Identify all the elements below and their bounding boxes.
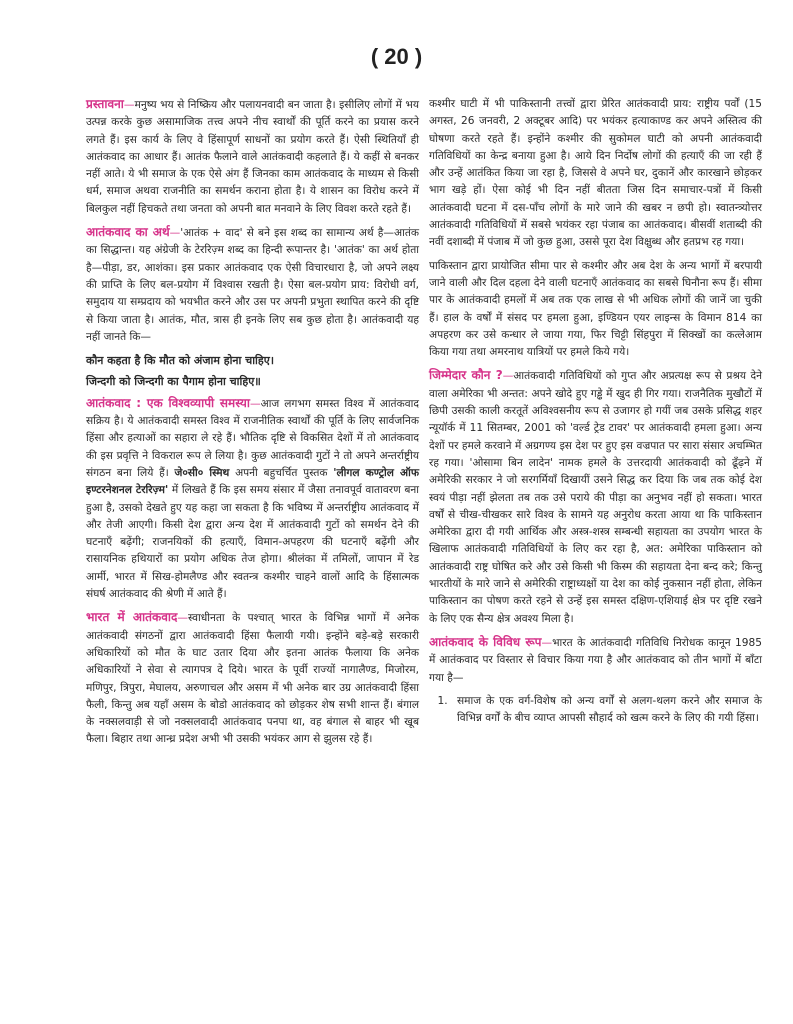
book-title: 'लीगल कण्ट्रोल ऑफ इण्टरनेशनल टेररिज़्म' <box>86 466 420 497</box>
paragraph-text: में लिखते हैं कि इस समय संसार में जैसा तनावपूर्व वातावरण बना हुआ है, उसको देखते हुए यह कहा जा सकता है कि भविष्य में अन्तर्राष्ट्रीय आतंकवाद में और तेजी आएगी। किसी देश द्वारा अन्य देश में आतंकवादी गुटों को समर्थन देने की घटनाएँ बढ़ेंगी; राजनयिकों की हत्याएँ, विमान-अपहरण की घटनाएँ बढ़ेंगी और रासायनिक हथियारों का प्रयोग अधिक तेज होगा। श्रीलंका में तमिलों, जापान में रेड आर्मी, भारत में सिख-होमलैण्ड और स्वतन्त्र कश्मीर चाहने वालों आदि के हिंसात्मक संघर्ष आतंकवाद की श्रेणी में आते हैं। <box>86 484 420 601</box>
paragraph-text: 'आतंक + वाद' से बने इस शब्द का सामान्य अर्थ है—आतंक का सिद्धान्त। यह अंग्रेजी के टेररिज़्म शब्द का हिन्दी रूपान्तर है। 'आतंक' का अर्थ होता है—पीड़ा, डर, आशंका। इस प्रकार आतंकवाद एक ऐसी विचारधारा है, जो अपने लक्ष्य की प्राप्ति के लिए बल-प्रयोग में विश्वास रखती है। ऐसा बल-प्रयोग प्राय: विरोधी वर्ग, समुदाय या सम्प्रदाय को भयभीत करने और उस पर अपनी प्रभुता स्थापित करने की दृष्टि से किया जाता है। आतंक, मौत, त्रास ही इनके लिए सब कुछ होता है। आतंकवादी यह नहीं जानते कि— <box>86 227 419 343</box>
heading-global-problem: आतंकवाद : एक विश्वव्यापी समस्या <box>86 395 250 410</box>
page-number: ( 20 ) <box>370 44 423 69</box>
dash: — <box>502 370 514 383</box>
dash: — <box>249 397 261 410</box>
paragraph-text: कश्मीर घाटी में भी पाकिस्तानी तत्त्वों द्वारा प्रेरित आतंकवादी प्राय: राष्ट्रीय पर्वों (15 अगस्त, 26 जनवरी, 2 अक्टूबर आदि) पर भयंकर हत्याकाण्ड कर अपने अस्तित्व की घोषणा करते रहते हैं। इन्होंने कश्मीर की सुकोमल घाटी को अपनी आतंकवादी गतिविधियों का केन्द्र बनाया हुआ है। आये दिन निर्दोष लोगों की हत्याएँ की जा रही हैं और उन्हें आतंकित किया जा रहा है, जिससे वे अपने घर, दुकानें और कारखाने छोड़कर भाग खड़े हों। ऐसा कोई भी दिन नहीं बीतता जिस दिन समाचार-पत्रों में किसी आतंकवादी घटना में दस-पाँच लोगों के मारे जाने की खबर न छपी हो। स्वातन्त्र्योत्तर आतंकवादी गतिविधियों में सबसे भयंकर रहा पंजाब का आतंकवाद। बीसवीं शताब्दी की नवीं दशाब्दी में पंजाब में जो कुछ हुआ, उससे पूरा देश विक्षुब्ध और हतप्रभ रह गया। <box>429 98 762 249</box>
right-column <box>429 96 762 727</box>
dash: — <box>169 227 181 240</box>
paragraph-terrorism-in-india <box>86 609 419 748</box>
heading-various-forms: आतंकवाद के विविध रूप <box>429 634 542 649</box>
heading-terrorism-in-india: भारत में आतंकवाद <box>86 610 178 625</box>
paragraph-text: पाकिस्तान द्वारा प्रायोजित सीमा पार से कश्मीर और अब देश के अन्य भागों में बरपायी जाने वाली और दिल दहला देने वाली घटनाएँ आतंकवाद का सबसे घिनौना रूप हैं। सीमा पार के आतंकवादी हमलों में अब तक एक लाख से भी अधिक लोगों की जानें जा चुकी हैं। हाल के वर्षों में संसद पर हमला हुआ, इण्डियन एयर लाइन्स के विमान 814 का अपहरण कर उसे कन्धार ले जाया गया, फिर चिट्टी सिंहपुरा में सिक्खों का कत्लेआम किया गया तथा अमरनाथ यात्रियों पर हमले किये गये। <box>429 259 762 359</box>
forms-list <box>429 693 762 728</box>
paragraph-text: आतंकवादी गतिविधियों को गुप्त और अप्रत्यक्ष रूप से प्रश्रय देने वाला अमेरिका भी अन्तत: अपने खोदे हुए गड्ढे में खुद ही गिर गया। राजनैतिक मुखौटों में छिपी उसकी काली करतूतें अविश्वसनीय रूप से उजागर हो गयीं जब उसके प्रसिद्ध शहर न्यूयॉर्क में 11 सितम्बर, 2001 को 'वर्ल्ड ट्रेड टावर' पर आतंकवादी हमला हुआ। अन्य देशों पर हमले करवाने में अग्रगण्य इस देश पर हुए इस वज्रपात पर सारा संसार अचम्भित रह गया। 'ओसामा बिन लादेन' नामक हमले के उत्तरदायी आतंकवादी को ढूँढ़ने में अमेरिकी सरकार ने जो सरगर्मियाँ दिखायीं उसने सिद्ध कर दिया कि जब तक कोई देश स्वयं पीड़ा नहीं झेलता तब तक उसे पराये की पीड़ा का अनुभव नहीं हो सकता। भारत वर्षों से चीख-चीखकर सारे विश्व के सामने यह अनुरोध करता आया था कि पाकिस्तान अमेरिका द्वारा दी गयी आर्थिक और अस्त्र-शस्त्र सम्बन्धी सहायता का उपयोग भारत के खिलाफ आतंकवादी गतिविधियों के लिए कर रहा है, अत: अमेरिका पाकिस्तान को आतंकवादी राष्ट्र घोषित करे और उसे किसी भी किस्म की सहायता देना बन्द करे; किन्तु भारतीयों के मारे जाने से अमेरिकी राष्ट्राध्यक्षों या देश का कोई नुकसान नहीं होता, लेकिन पाकिस्तान का पोषण करते रहने से उन्हें इस समस्त दक्षिण-एशियाई क्षेत्र पर दृष्टि रखने के लिए एक सैन्य क्षेत्र अवश्य मिला है। <box>429 370 762 625</box>
dash: — <box>541 636 553 649</box>
list-item: 1. समाज के एक वर्ग-विशेष को अन्य वर्गों से अलग-थलग करने और समाज के विभिन्न वर्गों के बीच व्याप्त आपसी सौहार्द को खत्म करने के लिए की गयी हिंसा। <box>451 693 762 728</box>
paragraph-meaning <box>86 224 419 346</box>
paragraph-text: अपनी बहुचर्चित पुस्तक <box>235 466 328 479</box>
left-column <box>86 96 419 755</box>
paragraph-who-responsible <box>429 367 762 627</box>
verse-line: जिन्दगी को जिन्दगी का पैगाम होना चाहिए॥ <box>86 375 261 389</box>
paragraph-cross-border <box>429 258 762 362</box>
paragraph-introduction <box>86 96 419 218</box>
paragraph-kashmir <box>429 96 762 252</box>
paragraph-text: मनुष्य भय से निष्क्रिय और पलायनवादी बन जाता है। इसीलिए लोगों में भय उत्पन्न करके कुछ असामाजिक तत्त्व अपने नीच स्वार्थों की पूर्ति करने का प्रयास करने लगते हैं। इस कार्य के लिए वे हिंसापूर्ण साधनों का प्रयोग करते हैं। ऐसी स्थितियाँ ही आतंकवाद का आधार हैं। आतंक फैलाने वाले आतंकवादी कहलाते हैं। ये कहीं से बनकर नहीं आते। ये भी समाज के एक ऐसे अंग हैं जिनका काम आतंकवाद के माध्यम से किसी धर्म, समाज अथवा राजनीति का समर्थन कराना होता है। ये शासन का विरोध करने में बिलकुल नहीं हिचकते तथा जनता को अपनी बात मनवाने के लिए विवश करते रहते हैं। <box>86 99 419 215</box>
author-name: जे०सी० स्मिथ <box>174 466 230 479</box>
heading-meaning: आतंकवाद का अर्थ <box>86 225 170 240</box>
paragraph-various-forms <box>429 634 762 687</box>
dash: — <box>123 99 135 111</box>
paragraph-text: भारत के आतंकवादी गतिविधि निरोधक कानून 1985 में आतंकवाद पर विस्तार से विचार किया गया है और आतंकवाद को तीन भागों में बाँटा गया है— <box>429 636 762 684</box>
verse-line: कौन कहता है कि मौत को अंजाम होना चाहिए। <box>86 354 274 368</box>
heading-who-responsible: जिम्मेदार कौन ? <box>429 368 503 383</box>
paragraph-text: आज लगभग समस्त विश्व में आतंकवाद सक्रिय है। ये आतंकवादी समस्त विश्व में राजनीतिक स्वार्थों की पूर्ति के लिए सार्वजनिक हिंसा और हत्याओं का सहारा ले रहे हैं। भौतिक दृष्टि से विकसित देशों में तो आतंकवाद की इस प्रवृत्ति ने विकराल रूप ले लिया है। कुछ आतंकवादी गुटों ने तो अपने अन्तर्राष्ट्रीय संगठन बना लिये हैं। <box>86 397 419 479</box>
paragraph-global-problem <box>86 395 419 604</box>
paragraph-text: स्वाधीनता के पश्चात् भारत के विभिन्न भागों में अनेक आतंकवादी संगठनों द्वारा आतंकवादी हिंसा फैलायी गयी। इन्होंने बड़े-बड़े सरकारी अधिकारियों को मौत के घाट उतार दिया और इतना आतंक फैलाया कि अनेक अधिकारियों ने सेवा से त्यागपत्र दे दिये। भारत के पूर्वी राज्यों नागालैण्ड, मिजोरम, मणिपुर, त्रिपुरा, मेघालय, अरुणाचल और असम में भी अनेक बार उग्र आतंकवादी हिंसा फैली, किन्तु अब यहाँ असम के बोडो आतंकवाद को छोड़कर शेष सभी शान्त हैं। बंगाल के नक्सलवाड़ी से जो नक्सलवादी आतंकवाद पनपा था, वह बंगाल से बाहर भी खूब फैला। बिहार तथा आन्ध्र प्रदेश अभी भी उसकी भयंकर आग से झुलस रहे हैं। <box>86 612 420 746</box>
heading-introduction: प्रस्तावना <box>86 97 124 111</box>
dash: — <box>177 612 188 625</box>
